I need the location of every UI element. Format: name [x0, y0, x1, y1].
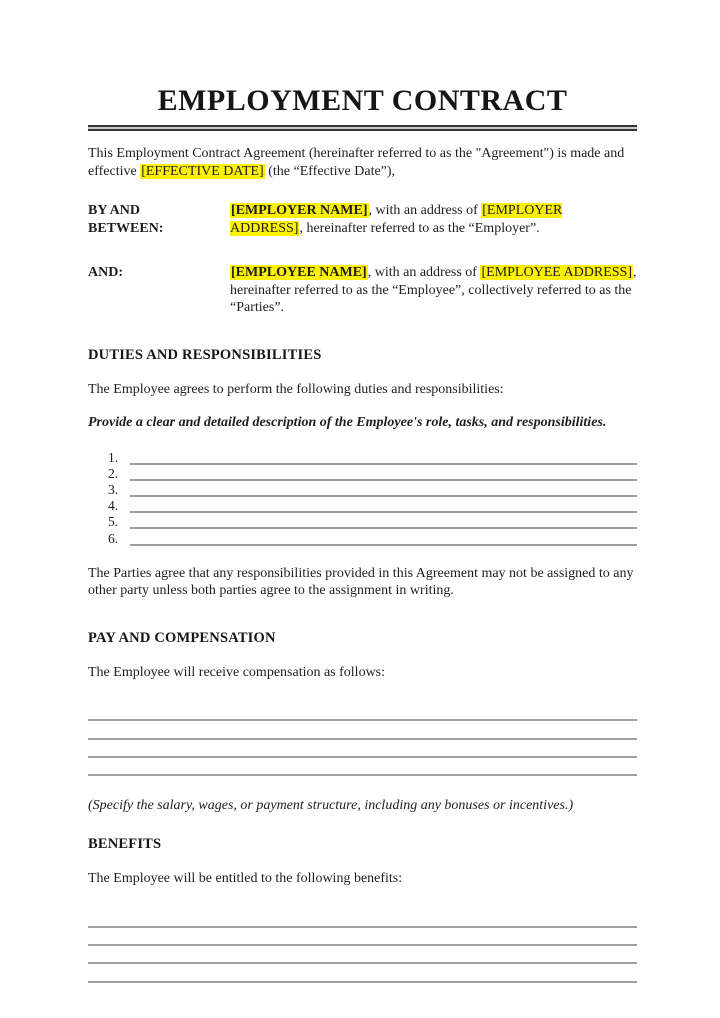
employer-mid-text: , with an address of — [368, 203, 482, 218]
pay-intro: The Employee will receive compensation as follows: — [88, 664, 386, 680]
numbered-blank-row — [108, 449, 637, 465]
employer-party-text — [230, 202, 637, 237]
section-heading-duties: DUTIES AND RESPONSIBILITIES — [88, 346, 322, 363]
benefits-writing-lines — [88, 909, 637, 982]
list-number: 1. — [108, 449, 119, 465]
employee-name-highlight: [EMPLOYEE NAME] — [231, 265, 367, 280]
employee-post-text: , hereinafter referred to as the “Employee”, collectively referred to as the “Parties”. — [230, 265, 637, 315]
numbered-blank-row — [108, 481, 637, 497]
blank-line — [130, 466, 637, 481]
numbered-blank-row — [108, 529, 637, 545]
employer-post-text: , hereinafter referred to as the “Employer”. — [299, 220, 540, 236]
duties-intro: The Employee agrees to perform the following duties and responsibilities: — [88, 381, 504, 397]
blank-line — [88, 928, 637, 946]
list-number: 6. — [108, 530, 119, 546]
numbered-blank-list — [88, 449, 637, 546]
employee-address-highlight: [EMPLOYEE ADDRESS] — [481, 265, 632, 280]
intro-text-pre: This Employment Contract Agreement (hereinafter referred to as the "Agreement") is made and effective — [88, 146, 625, 179]
list-number: 5. — [108, 514, 119, 530]
employee-mid-text: , with an address of — [367, 265, 481, 280]
employee-party-text — [230, 264, 637, 317]
duties-instruction: Provide a clear and detailed description of the Employee's role, tasks, and responsibilities. — [88, 415, 607, 430]
numbered-blank-row — [108, 465, 637, 481]
list-number: 2. — [108, 465, 119, 481]
blank-line — [130, 450, 637, 465]
section-heading-benefits: BENEFITS — [88, 835, 162, 852]
party-label-text: AND: — [88, 265, 123, 280]
page-title: EMPLOYMENT CONTRACT — [157, 84, 568, 117]
employer-name-highlight: [EMPLOYER NAME] — [231, 203, 368, 218]
intro-text-post: (the “Effective Date”), — [264, 163, 396, 179]
benefits-intro: The Employee will be entitled to the following benefits: — [88, 870, 403, 886]
party-label-by-and-between — [88, 202, 230, 237]
blank-line — [88, 703, 637, 721]
party-row-employee — [88, 264, 637, 317]
blank-line — [88, 964, 637, 982]
section-heading-pay: PAY AND COMPENSATION — [88, 629, 276, 646]
duties-closing-paragraph: The Parties agree that any responsibilities provided in this Agreement may not be assigned to any other party unless both parties agree to the assignment in writing. — [88, 565, 634, 599]
party-label-and — [88, 264, 230, 317]
intro-paragraph — [88, 145, 637, 180]
blank-line — [130, 514, 637, 529]
blank-line — [88, 721, 637, 739]
list-number: 4. — [108, 498, 119, 514]
pay-specify-note: (Specify the salary, wages, or payment structure, including any bonuses or incentives.) — [88, 798, 574, 814]
blank-line — [88, 758, 637, 776]
pay-writing-lines — [88, 703, 637, 776]
blank-line — [88, 946, 637, 964]
effective-date-highlight: [EFFECTIVE DATE] — [141, 163, 264, 179]
party-label-text: BY AND BETWEEN: — [88, 203, 164, 236]
employer-address-highlight: [EMPLOYER ADDRESS] — [230, 203, 563, 236]
numbered-blank-row — [108, 513, 637, 529]
numbered-blank-row — [108, 497, 637, 513]
blank-line — [130, 531, 637, 546]
list-number: 3. — [108, 482, 119, 498]
blank-line — [88, 740, 637, 758]
blank-line — [88, 909, 637, 927]
title-double-rule — [88, 125, 637, 131]
blank-line — [130, 498, 637, 513]
party-row-employer — [88, 202, 637, 237]
blank-line — [130, 482, 637, 497]
